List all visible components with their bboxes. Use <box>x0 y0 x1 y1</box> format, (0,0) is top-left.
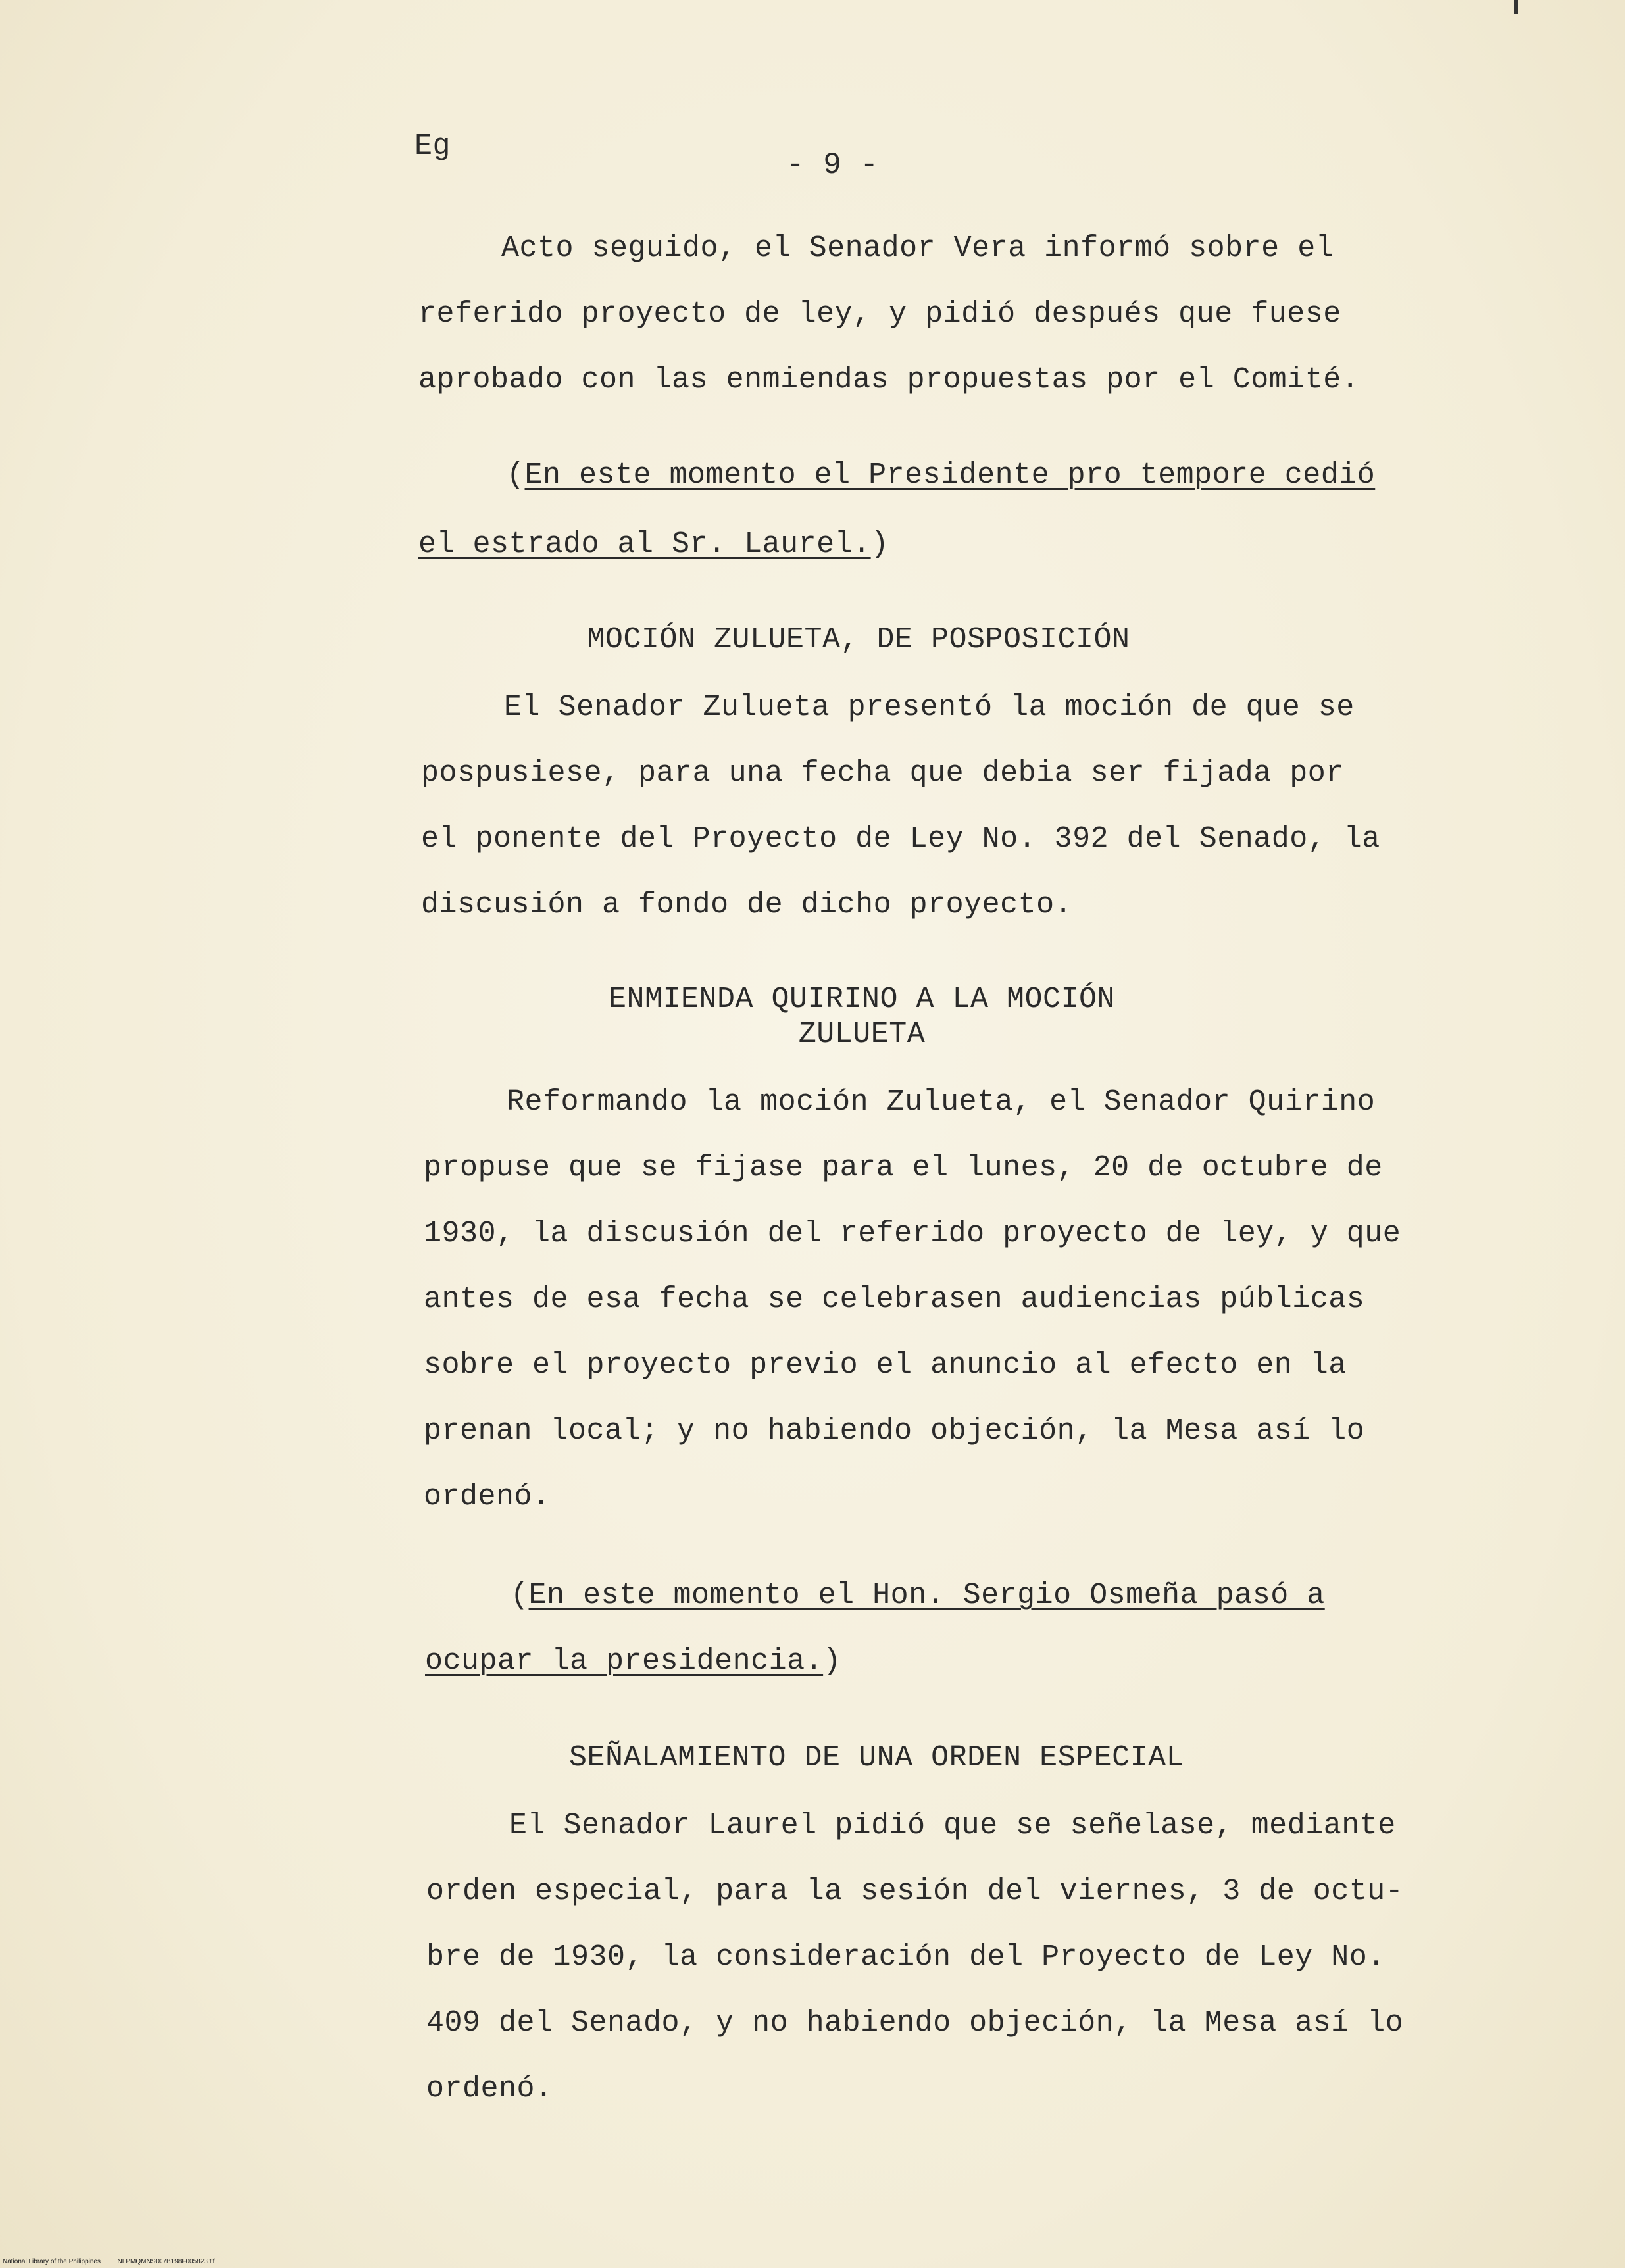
para3-line3: 1930, la discusión del referido proyecto de ley, y que <box>424 1217 1401 1250</box>
para1-line3: aprobado con las enmiendas propuestas por el Comité. <box>418 363 1360 397</box>
note2-text-2: ocupar la presidencia. <box>425 1644 824 1678</box>
note1-text-1: En este momento el Presidente pro tempore cedió <box>524 458 1376 492</box>
note2-open-paren: ( <box>511 1579 529 1612</box>
para4-line5: ordenó. <box>426 2072 553 2106</box>
note2-close-paren: ) <box>823 1644 841 1678</box>
para4-line3: bre de 1930, la consideración del Proyecto de Ley No. <box>426 1940 1386 1974</box>
section-heading-senalamiento: SEÑALAMIENTO DE UNA ORDEN ESPECIAL <box>569 1741 1185 1775</box>
para3-line5: sobre el proyecto previo el anuncio al efecto en la <box>424 1348 1347 1382</box>
section-heading-enmienda-quirino-line2: ZULUETA <box>798 1018 926 1051</box>
note1-text-2: el estrado al Sr. Laurel. <box>418 528 871 561</box>
scan-footer <box>0 2256 1625 2268</box>
para1-line2: referido proyecto de ley, y pidió después que fuese <box>418 297 1341 331</box>
page-number: - 9 - <box>786 148 879 182</box>
para3-line1: Reformando la moción Zulueta, el Senador Quirino <box>507 1085 1376 1119</box>
note1-close-paren: ) <box>870 528 889 561</box>
typist-initials: Eg <box>414 130 451 163</box>
para1-line1: Acto seguido, el Senador Vera informó sobre el <box>501 232 1334 265</box>
para2-line3: el ponente del Proyecto de Ley No. 392 del Senado, la <box>421 822 1380 856</box>
footer-library-name: National Library of the Philippines <box>3 2258 101 2265</box>
section-heading-enmienda-quirino-line1: ENMIENDA QUIRINO A LA MOCIÓN <box>608 983 1116 1016</box>
section-heading-mocion-zulueta: MOCIÓN ZULUETA, DE POSPOSICIÓN <box>587 623 1130 656</box>
para4-line1: El Senador Laurel pidió que se señelase, mediante <box>509 1809 1396 1842</box>
note1-open-paren: ( <box>507 458 525 492</box>
note2-line1 <box>511 1581 1325 1610</box>
footer-file-id: NLPMQMNS007B198F005823.tif <box>117 2258 215 2265</box>
note2-line2 <box>425 1646 841 1676</box>
page-edge-mark <box>1514 0 1518 14</box>
para3-line6: prenan local; y no habiendo objeción, la Mesa así lo <box>424 1414 1365 1448</box>
note2-text-1: En este momento el Hon. Sergio Osmeña pasó a <box>528 1579 1325 1612</box>
note1-line1 <box>507 460 1375 490</box>
para3-line4: antes de esa fecha se celebrasen audiencias públicas <box>424 1283 1365 1316</box>
para2-line1: El Senador Zulueta presentó la moción de que se <box>504 691 1355 724</box>
para3-line2: propuse que se fijase para el lunes, 20 de octubre de <box>424 1151 1383 1185</box>
para2-line4: discusión a fondo de dicho proyecto. <box>421 888 1073 922</box>
para3-line7: ordenó. <box>424 1480 551 1514</box>
para4-line4: 409 del Senado, y no habiendo objeción, la Mesa así lo <box>426 2006 1404 2040</box>
note1-line2 <box>418 530 889 559</box>
para2-line2: pospusiese, para una fecha que debia ser fijada por <box>421 756 1344 790</box>
para4-line2: orden especial, para la sesión del viernes, 3 de octu- <box>426 1875 1404 1908</box>
